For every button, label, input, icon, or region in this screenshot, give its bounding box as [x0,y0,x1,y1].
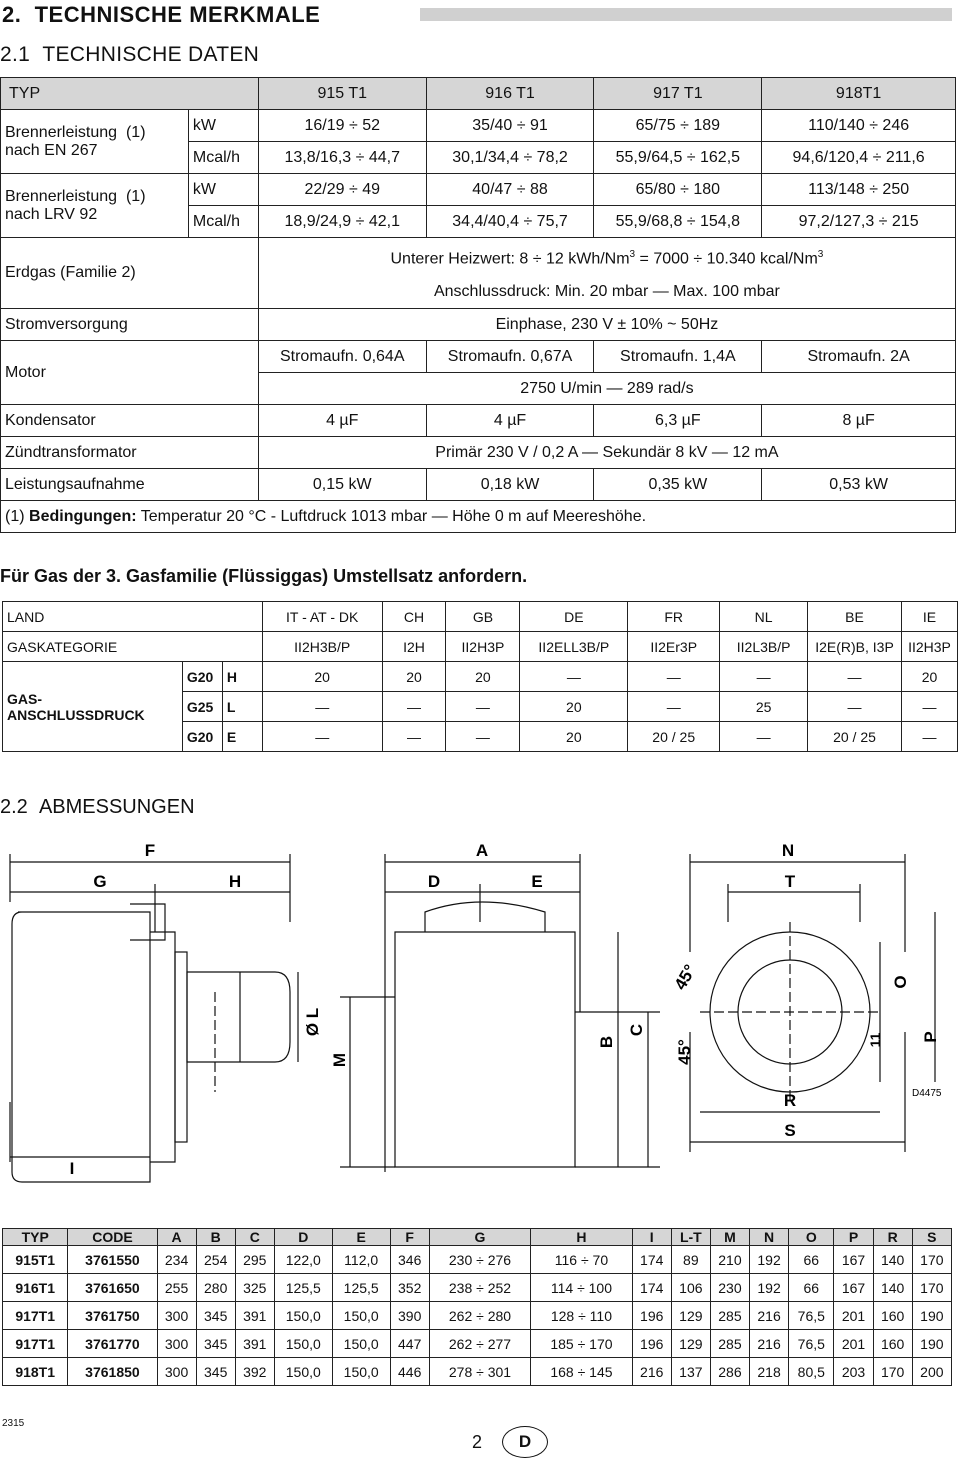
dimension-cell: 170 [912,1246,951,1274]
label-i: I [69,1159,75,1178]
anschlussdruck-label [3,662,183,752]
pressure-cell: — [808,662,902,692]
value-cell: 6,3 µF [594,405,762,437]
type-header: 915 T1 [258,78,426,110]
column-header: R [873,1229,912,1246]
gas-type: G20 [182,662,222,692]
pressure-cell: — [901,692,957,722]
column-header: F [390,1229,429,1246]
dimension-cell: 150,0 [332,1302,390,1330]
pressure-cell: 20 [520,692,628,722]
heading-bar [420,8,952,21]
dimension-cell: 168 ÷ 145 [531,1358,632,1386]
pressure-cell: — [901,722,957,752]
pressure-cell: 20 [520,722,628,752]
unit-cell: Mcal/h [188,142,258,174]
dimension-cell: 196 [632,1330,671,1358]
dimension-cell: 200 [912,1358,951,1386]
typ-cell: 918T1 [3,1358,68,1386]
dimension-cell: 192 [750,1246,789,1274]
dimension-cell: 390 [390,1302,429,1330]
row-label-leistung-en [1,110,189,174]
dimension-cell: 192 [750,1274,789,1302]
table-row [3,1330,952,1358]
column-header: H [531,1229,632,1246]
dimension-cell: 391 [235,1330,274,1358]
value-cell: 113/148 ÷ 250 [762,174,956,206]
dimension-cell: 125,5 [332,1274,390,1302]
superscript: 3 [817,249,824,260]
dimension-cell: 76,5 [789,1330,834,1358]
dimension-cell: 345 [196,1330,235,1358]
dimension-cell: 185 ÷ 170 [531,1330,632,1358]
pressure-cell: — [628,662,720,692]
value-cell: 55,9/64,5 ÷ 162,5 [594,142,762,174]
dimension-cell: 150,0 [332,1330,390,1358]
table-row [3,1358,952,1386]
table-row [3,662,958,692]
label-s: S [784,1121,796,1140]
column-header: E [332,1229,390,1246]
type-header: 917 T1 [594,78,762,110]
footnote-bold: Bedingungen: [29,507,137,525]
value-cell: 2750 U/min — 289 rad/s [258,373,955,405]
dimension-cell: 106 [671,1274,710,1302]
pressure-cell: 20 [901,662,957,692]
gas-connection [130,904,165,940]
dimension-cell: 174 [632,1274,671,1302]
value-cell: Stromaufn. 1,4A [594,341,762,373]
erdgas-value [258,238,955,309]
dimension-cell: 196 [632,1302,671,1330]
dimension-cell: 262 ÷ 280 [429,1302,530,1330]
dimension-cell: 345 [196,1358,235,1386]
pressure-cell: — [382,722,446,752]
footnote-text: Temperatur 20 °C - Luftdruck 1013 mbar — Höhe 0 m auf Meereshöhe. [136,507,647,525]
dimension-cell: 218 [750,1358,789,1386]
table-row [1,405,956,437]
table-row [3,1274,952,1302]
column-header: D [274,1229,332,1246]
pressure-cell: — [808,692,902,722]
document-code: 2315 [2,1418,25,1429]
dimension-cell: 203 [834,1358,873,1386]
pressure-cell: — [720,722,808,752]
table-header-row [3,1229,952,1246]
column-header: CODE [68,1229,157,1246]
country-cell: CH [382,602,446,632]
country-cell: DE [520,602,628,632]
language-badge: D [502,1426,548,1458]
footnote-num: (1) [5,507,25,525]
country-cell: IE [901,602,957,632]
value-cell: 94,6/120,4 ÷ 211,6 [762,142,956,174]
gas-note: Für Gas der 3. Gasfamilie (Flüssiggas) Umstellsatz anfordern. [0,566,528,586]
pressure-cell: 25 [720,692,808,722]
pressure-cell: — [262,722,382,752]
pressure-cell: — [446,692,520,722]
row-label: Motor [1,341,259,405]
pressure-cell: 20 [446,662,520,692]
category-cell: II2H3P [446,632,520,662]
category-cell: I2H [382,632,446,662]
dimension-cell: 128 ÷ 110 [531,1302,632,1330]
label-h: H [228,872,242,891]
burner-housing-side [12,912,150,1182]
dimensions-table [2,1228,952,1386]
dimension-cell: 230 [710,1274,749,1302]
unit-cell: kW [188,110,258,142]
dimension-cell: 262 ÷ 277 [429,1330,530,1358]
value-cell: 16/19 ÷ 52 [258,110,426,142]
chapter-heading [0,2,960,26]
category-cell: II2Er3P [628,632,720,662]
dimension-cell: 446 [390,1358,429,1386]
row-label: Erdgas (Familie 2) [1,238,259,309]
pressure-cell: — [720,662,808,692]
dimension-cell: 230 ÷ 276 [429,1246,530,1274]
superscript: 3 [629,249,636,260]
fan-cover [425,902,545,932]
value-cell: 4 µF [426,405,594,437]
typ-cell: 917T1 [3,1330,68,1358]
dimension-cell: 140 [873,1246,912,1274]
section-heading-abmessungen [0,796,195,819]
category-cell: I2E(R)B, I3P [808,632,902,662]
unit-cell: Mcal/h [188,206,258,238]
dimension-cell: 325 [235,1274,274,1302]
column-header: TYP [3,1229,68,1246]
column-header: M [710,1229,749,1246]
value-cell: Stromaufn. 0,64A [258,341,426,373]
column-header: N [750,1229,789,1246]
gas-code: H [222,662,262,692]
heizwert-text: Unterer Heizwert: 8 ÷ 12 kWh/Nm [390,250,630,268]
dimension-cell: 285 [710,1302,749,1330]
row-label: Zündtransformator [1,437,259,469]
dimension-cell: 170 [912,1274,951,1302]
value-cell: 110/140 ÷ 246 [762,110,956,142]
unit-cell: kW [188,174,258,206]
gas-code: L [222,692,262,722]
dimension-cell: 167 [834,1246,873,1274]
row-label: Stromversorgung [1,309,259,341]
typ-cell: 915T1 [3,1246,68,1274]
section-number: 2.2 [0,796,28,818]
value-cell: 55,9/68,8 ÷ 154,8 [594,206,762,238]
dimension-cell: 255 [157,1274,196,1302]
label-f: F [144,841,156,860]
dimension-cell: 174 [632,1246,671,1274]
row-label: nach LRV 92 [5,205,98,223]
dimension-cell: 201 [834,1302,873,1330]
land-label: LAND [3,602,263,632]
value-cell: 18,9/24,9 ÷ 42,1 [258,206,426,238]
pressure-cell: — [628,692,720,722]
value-cell: 40/47 ÷ 88 [426,174,594,206]
type-header: 916 T1 [426,78,594,110]
dimension-cell: 300 [157,1302,196,1330]
dimension-cell: 150,0 [274,1302,332,1330]
value-cell: 8 µF [762,405,956,437]
value-cell: 30,1/34,4 ÷ 78,2 [426,142,594,174]
value-cell: 65/80 ÷ 180 [594,174,762,206]
dimension-cell: 300 [157,1358,196,1386]
gas-type: G25 [182,692,222,722]
value-cell: 0,35 kW [594,469,762,501]
row-label: Leistungsaufnahme [1,469,259,501]
pressure-cell: — [520,662,628,692]
label-e: E [531,872,543,891]
dimension-cell: 170 [873,1358,912,1386]
table-row [3,1302,952,1330]
value-cell: 65/75 ÷ 189 [594,110,762,142]
typ-header: TYP [1,78,259,110]
dimension-cell: 89 [671,1246,710,1274]
code-cell: 3761850 [68,1358,157,1386]
dimension-cell: 352 [390,1274,429,1302]
label-m: M [330,1052,349,1068]
dimension-cell: 122,0 [274,1246,332,1274]
dimension-cell: 295 [235,1246,274,1274]
category-cell: II2L3B/P [720,632,808,662]
dimension-cell: 160 [873,1302,912,1330]
label-line: GAS- [7,690,42,707]
section-number: 2.1 [0,43,31,66]
label-t: T [784,872,796,891]
footnote-ref: (1) [125,187,146,205]
table-header-row [1,78,956,110]
value-cell: Einphase, 230 V ± 10% ~ 50Hz [258,309,955,341]
burner-housing-front [395,932,575,1167]
dimension-cell: 216 [750,1302,789,1330]
label-c: C [627,1023,646,1037]
footnote [1,501,956,533]
dimension-cell: 238 ÷ 252 [429,1274,530,1302]
label-b: B [597,1035,616,1049]
label-n: N [781,841,795,860]
country-cell: BE [808,602,902,632]
dimension-cell: 285 [710,1330,749,1358]
label-eleven: 11 [867,1032,883,1048]
technical-data-table [0,77,956,533]
dimension-cell: 160 [873,1330,912,1358]
dimension-cell: 129 [671,1302,710,1330]
pressure-cell: — [382,692,446,722]
label-a: A [475,841,489,860]
country-cell: NL [720,602,808,632]
dimension-cell: 300 [157,1330,196,1358]
row-label: Brennerleistung [5,187,118,205]
column-header: C [235,1229,274,1246]
code-cell: 3761750 [68,1302,157,1330]
dimension-cell: 210 [710,1246,749,1274]
dimension-cell: 254 [196,1246,235,1274]
kategorie-label: GASKATEGORIE [3,632,263,662]
label-r: R [783,1091,797,1110]
column-header: I [632,1229,671,1246]
dimension-cell: 116 ÷ 70 [531,1246,632,1274]
label-angle-lower: 45° [675,1039,694,1065]
table-row [1,309,956,341]
row-label: Kondensator [1,405,259,437]
code-cell: 3761650 [68,1274,157,1302]
label-g: G [93,872,107,891]
dimension-cell: 76,5 [789,1302,834,1330]
dimension-cell: 66 [789,1274,834,1302]
label-o: O [891,975,910,989]
dimension-cell: 216 [750,1330,789,1358]
value-cell: 0,18 kW [426,469,594,501]
dimension-cell: 345 [196,1302,235,1330]
gas-category-table [2,601,958,752]
dimension-cell: 278 ÷ 301 [429,1358,530,1386]
table-row [3,1246,952,1274]
table-row [1,174,956,206]
code-cell: 3761770 [68,1330,157,1358]
value-cell: 13,8/16,3 ÷ 44,7 [258,142,426,174]
value-cell: Stromaufn. 2A [762,341,956,373]
column-header: P [834,1229,873,1246]
pressure-cell: 20 / 25 [808,722,902,752]
anschlussdruck-text: Anschlussdruck: Min. 20 mbar — Max. 100 mbar [433,283,780,301]
dimension-cell: 125,5 [274,1274,332,1302]
dimension-cell: 392 [235,1358,274,1386]
value-cell: 4 µF [258,405,426,437]
dimension-cell: 150,0 [274,1358,332,1386]
type-header: 918T1 [762,78,956,110]
dimension-drawing [0,832,960,1192]
row-label: Brennerleistung [5,123,118,141]
drawing-ref: D4475 [912,1088,942,1099]
country-cell: GB [446,602,520,632]
typ-cell: 917T1 [3,1302,68,1330]
dimension-cell: 137 [671,1358,710,1386]
dimension-cell: 114 ÷ 100 [531,1274,632,1302]
column-header: O [789,1229,834,1246]
blast-tube [187,972,290,1062]
table-row [1,437,956,469]
dimension-cell: 80,5 [789,1358,834,1386]
burner-flange [150,932,175,1162]
dimension-cell: 280 [196,1274,235,1302]
category-cell: II2H3P [901,632,957,662]
dimension-cell: 391 [235,1302,274,1330]
table-row-erdgas [1,238,956,309]
typ-cell: 916T1 [3,1274,68,1302]
table-row-motor [1,341,956,373]
label-d: D [427,872,441,891]
dimension-cell: 286 [710,1358,749,1386]
section-heading-technische-daten [0,43,259,67]
dimension-cell: 66 [789,1246,834,1274]
pressure-cell: 20 [262,662,382,692]
table-row [3,632,958,662]
column-header: A [157,1229,196,1246]
heizwert-text: = 7000 ÷ 10.340 kcal/Nm [635,250,818,268]
dimension-cell: 150,0 [274,1330,332,1358]
label-line: ANSCHLUSSDRUCK [7,706,145,723]
dimension-cell: 129 [671,1330,710,1358]
code-cell: 3761550 [68,1246,157,1274]
table-row [3,602,958,632]
table-row [1,110,956,142]
table-row [1,469,956,501]
section-title: TECHNISCHE DATEN [42,43,260,66]
value-cell: 97,2/127,3 ÷ 215 [762,206,956,238]
section-title: ABMESSUNGEN [38,796,195,818]
category-cell: II2ELL3B/P [520,632,628,662]
country-cell: IT - AT - DK [262,602,382,632]
pressure-cell: — [262,692,382,722]
label-angle-upper: 45° [670,961,700,994]
pressure-cell: 20 [382,662,446,692]
dimension-cell: 447 [390,1330,429,1358]
category-cell: II2H3B/P [262,632,382,662]
dimension-cell: 190 [912,1302,951,1330]
pressure-cell: 20 / 25 [628,722,720,752]
dimension-cell: 150,0 [332,1358,390,1386]
gas-type: G20 [182,722,222,752]
column-header: B [196,1229,235,1246]
column-header: S [912,1229,951,1246]
value-cell: 35/40 ÷ 91 [426,110,594,142]
dimension-cell: 112,0 [332,1246,390,1274]
footnote-ref: (1) [125,123,146,141]
row-label: nach EN 267 [5,141,98,159]
gas-code: E [222,722,262,752]
page-number: 2 [472,1432,483,1452]
pressure-cell: — [446,722,520,752]
value-cell: 22/29 ÷ 49 [258,174,426,206]
dimension-cell: 140 [873,1274,912,1302]
dimension-cell: 201 [834,1330,873,1358]
value-cell: Stromaufn. 0,67A [426,341,594,373]
column-header: G [429,1229,530,1246]
country-cell: FR [628,602,720,632]
dimension-cell: 167 [834,1274,873,1302]
chapter-number: 2. [2,2,22,27]
label-p: P [921,1031,940,1043]
dimension-cell: 190 [912,1330,951,1358]
value-cell: 0,53 kW [762,469,956,501]
footnote-row [1,501,956,533]
value-cell: 34,4/40,4 ÷ 75,7 [426,206,594,238]
row-label-leistung-lrv [1,174,189,238]
value-cell: Primär 230 V / 0,2 A — Sekundär 8 kV — 12 mA [258,437,955,469]
value-cell: 0,15 kW [258,469,426,501]
chapter-title: TECHNISCHE MERKMALE [34,2,321,27]
dimension-cell: 346 [390,1246,429,1274]
dimension-cell: 216 [632,1358,671,1386]
column-header: L-T [671,1229,710,1246]
label-l: Ø L [303,1007,322,1037]
dimension-cell: 234 [157,1246,196,1274]
